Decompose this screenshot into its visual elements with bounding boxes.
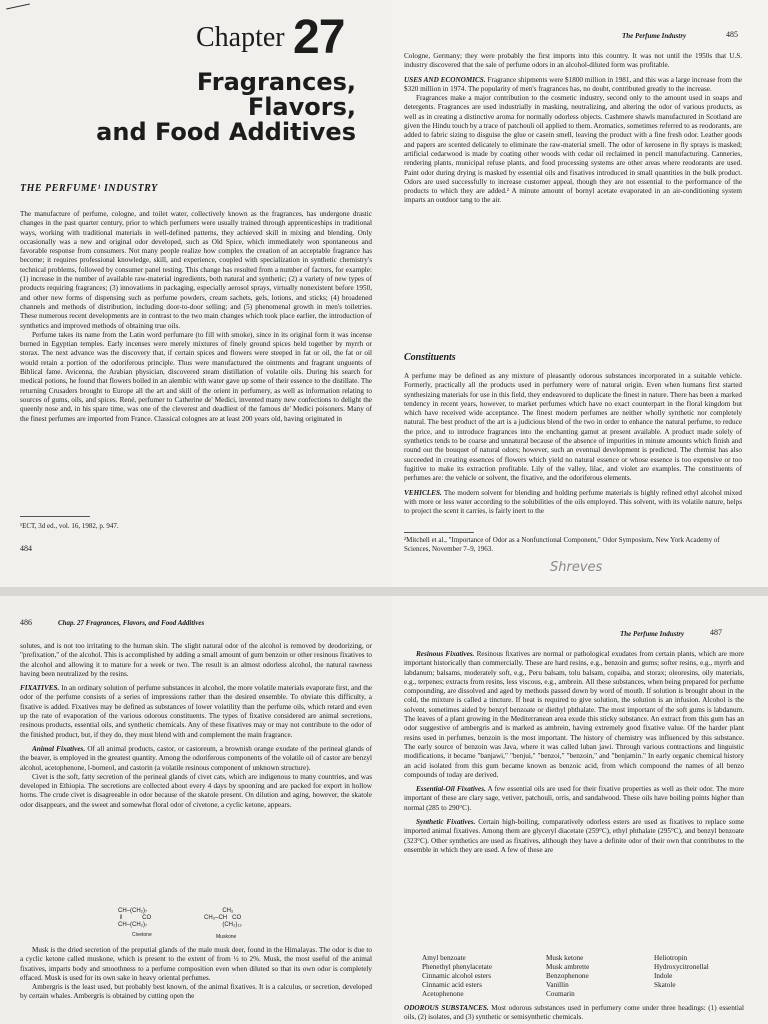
paragraph-text: Certain high-boiling, comparatively odorless esters are used as fixatives to replace some imported animal fixatives. Among them are glyceryl diacetate (259°C), ethyl phthalate (295°C), and benzyl benzoate (323°C). Other synthetics are used as fixatives, although they have a definite odor of their own that contributes to the ensemble in which they are used. A few of these are (404, 818, 744, 854)
paragraph-text: A few essential oils are used for their fixative properties as well as their odor. The more important of these are clary sage, vetiver, patchouli, orris, and sandalwood. These oils have boiling points higher than normal (285 to 290°C). (404, 785, 744, 812)
body-text (404, 1004, 744, 1023)
page-number: 484 (20, 544, 32, 553)
page-number: 485 (726, 30, 738, 39)
fixative-list-column (654, 954, 709, 990)
civetone-structure: CH–(CH₂)₇ ‖ CO CH–(CH₂)₇ (118, 908, 152, 928)
paragraph-text: Of all animal products, castor, or castoreum, a brownish orange exudate of the perineal glands of the beaver, is employed in the greatest quantity. Among the odoriferous components of the volatile oil of castor are benzyl alcohol, acetophenone, l-borneol, and castorin (a volatile resinous component of unknown structure). (20, 744, 372, 772)
run-in-heading: Synthetic Fixatives. (416, 818, 476, 827)
chapter-title-line: Flavors, (247, 93, 356, 121)
chapter-title-line: Fragrances, (196, 68, 356, 96)
pen-mark (6, 4, 30, 10)
paragraph-text: In an ordinary solution of perfume substances in alcohol, the more volatile materials evaporate first, and the odor of the perfume consists of a series of impressions rather than the desired ensemble. To obviate this difficulty, a fixative is added. Fixatives may be defined as substances of lower volatility than the perfume oils, which retard and even up the rate of evaporation of the various odorous constituents. The types of fixative considered are animal secretions, resinous products, essential oils, and synthetic chemicals. Any of these fixatives may or may not contribute to the odor of the finished product, but, if they do, they must blend with and complement the main fragrance. (20, 684, 372, 739)
fixative-list-column (422, 954, 492, 999)
paragraph: Perfume takes its name from the Latin word perfumare (to fill with smoke), since in its original form it was incense burned in Egyptian temples. Early incenses were merely mixtures of finely ground spices held together by myrrh or storax. The next advance was the discovery that, if certain spices and flowers were steeped in fat or oil, the fat or oil would retain a portion of the odoriferous principle. Thus were manufactured the ointments and fragrant unguents of Biblical fame. Avicenna, the Arabian physician, discovered steam distillation of volatile oils. During his search for medical potions, he found that flowers boiled in an alembic with water gave up some of their essence to the distillate. The returning Crusaders brought to Europe all the art and skill of the orient in perfumery, as well as information relating to sources of gums, oils, and spices. René, perfumer to Catherine de' Medici, invented many new confections to delight the queenly nose and, in his spare time, was one of the cleverest and deadliest of the famous de' Medici poisoners. Many of the finest perfumes are imported from France. Classical colognes are at least 200 years old, having originated in (20, 330, 372, 423)
paragraph: solutes, and is not too irritating to the human skin. The slight natural odor of the alcohol is removed by deodorizing, or "prefixation," of the alcohol. This is accomplished by adding a small amount of gum benzoin or other resinous fixatives to the alcohol and allowing it to mature for a week or two. The result is an almost odorless alcohol, the natural rawness having been neutralized by the resins. (20, 642, 372, 678)
chapter-number: 27 (293, 11, 345, 64)
body-text (20, 946, 372, 1002)
running-head: The Perfume Industry (620, 630, 685, 638)
paragraph: Ambergris is the least used, but probably best known, of the animal fixatives. It is a calculus, or secretion, developed by certain whales. Ambergris is obtained by cutting open the (20, 983, 372, 1001)
paragraph (404, 1004, 744, 1023)
paragraph (404, 650, 744, 780)
list-item: Skatole (654, 981, 676, 989)
list-item: Cinnamic alcohol esters (422, 972, 492, 980)
paragraph (20, 745, 372, 773)
paragraph: Cologne, Germany; they were probably the first imports into this country. It was not until the 1950s that U.S. industry discovered that the sale of perfume odors in an alcohol-diluted form was profitable. (404, 52, 742, 70)
body-text (404, 52, 742, 206)
section-heading: THE PERFUME¹ INDUSTRY (20, 183, 158, 194)
paragraph: A perfume may be defined as any mixture of pleasantly odorous substances incorporated in a suitable vehicle. Formerly, practically all the products used in perfumery were of natural origin. Even when humans first started synthesizing materials for use in this field, they endeavored to duplicate the finest in nature. There has been a marked tendency in recent years, however, to market perfumes which have no exact counterpart in the floral kingdom but which have received wide acceptance. The finest modern perfumes are neither wholly synthetic nor completely natural. The best product of the art is a judicious blend of the two in order to enhance the natural perfume, to reduce the price, and to introduce fragrances into the enchanting gamut at present available. A product made solely of synthetics tends to be coarse and unnatural because of the absence of impurities in minute amounts which finish and round out the bouquet of natural odors; however, such an eventual development is predicted. The chemist has also succeeded in creating essences of flowers which yield no natural essence or whose essence is too expensive or too fugitive to make its extraction profitable. Lily of the valley, lilac, and violet are examples. The constituents of perfumes are: the vehicle or solvent, the fixative, and the odoriferous elements. (404, 372, 742, 483)
paragraph (404, 489, 742, 517)
paragraph (404, 76, 742, 95)
list-item: Amyl benzoate (422, 954, 466, 962)
footnote-rule (20, 516, 90, 517)
chapter-title-line: and Food Additives (96, 118, 356, 146)
run-in-heading: Essential-Oil Fixatives. (416, 785, 486, 794)
run-in-heading: VEHICLES. (404, 488, 442, 497)
list-item: Indole (654, 972, 673, 980)
run-in-heading: Resinous Fixatives. (416, 650, 475, 658)
muskone-structure: CH₂ CH₃–CH CO (CH₂)₁₂ (204, 908, 242, 928)
paragraph: Fragrances make a major contribution to the cosmetic industry, second only to the amount used in soaps and detergents. Fragrances are used industrially in masking, neutralizing, and altering the odor of various products, as well as in creating a distinctive aroma for normally odorless objects. Cashmere shawls manufactured in Scotland are given the Hindu touch by a trace of patchouli oil applied to them. Aromatics, sometimes referred to as reodorants, are added to fabric sizing to disguise the glue or casein smell, leaving the product with a fine fresh odor. Leather goods and papers are scented delicately to eliminate the raw-material smell. The odor of kerosene in fly sprays is masked; artificial cedarwood is made by coating other woods with cedar oil reclaimed in pencil manufacturing. Canneries, rendering plants, municipal refuse plants, and food processing systems are other areas where reodorants are used. Paint odor during drying is masked by essential oils and fixatives introduced in small quantities in the bulk product. Odors are used successfully to increase customer appeal, though they are not essential to the performance of the products to which they are added.² A minute amount of bornyl acetate evaporated in an air-conditioning system imparts an outdoor tang to the air. (404, 94, 742, 205)
list-item: Vanillin (546, 981, 569, 989)
body-text (20, 642, 372, 810)
paragraph-text: Most odorous substances used in perfumery come under three headings: (1) essential oils, (2) isolates, and (3) synthetic or semisynthetic chemicals. (404, 1004, 744, 1022)
page-485 (392, 0, 768, 587)
list-item: Musk ketone (546, 954, 584, 962)
paragraph-text: The modern solvent for blending and holding perfume materials is highly refined ethyl alcohol mixed with more or less water according to the solubilities of the oils employed. This solvent, with its volatile nature, helps to project the scent it carries, is fairly inert to the (404, 488, 742, 516)
footnote: ²Mitchell et al., "Importance of Odor as a Nonfunctional Component," Odor Symposium, New York Academy of Sciences, November 7–9, 1963. (404, 536, 720, 553)
list-item: Heliotropin (654, 954, 688, 962)
list-item: Acetophenone (422, 990, 464, 998)
paragraph-text: Fragrance shipments were $1800 million in 1981, and this was a large increase from the $320 million in 1974. The popularity of men's fragrances has, no doubt, contributed greatly to the increase. (404, 75, 743, 93)
page-487 (392, 596, 768, 1024)
page-486 (0, 596, 392, 1024)
structure-label: Muskone (216, 934, 237, 940)
run-in-heading: FIXATIVES. (20, 684, 60, 693)
footnote-rule (404, 532, 474, 533)
paragraph (20, 684, 372, 740)
chapter-title (26, 70, 356, 145)
running-head: Chap. 27 Fragrances, Flavors, and Food Additives (58, 619, 205, 627)
page-484 (0, 0, 392, 587)
paragraph: Musk is the dried secretion of the preputial glands of the male musk deer, found in the Himalayas. The odor is due to a cyclic ketone called muskone, which is present to the extent of from ½ to 2%. Musk, the most useful of the animal fixatives, imparts body and smoothness to a perfume composition even when diluted so that its own odor is completely effaced. Musk is used for its own sake in heavy oriental perfumes. (20, 946, 372, 982)
page-number: 486 (20, 618, 32, 627)
subsection-heading: Constituents (404, 352, 456, 363)
paragraph-text: Resinous fixatives are normal or pathological exudates from certain plants, which are more important historically than commercially. These are hard resins, e.g., benzoin and gums; softer resins, e.g., myrrh and labdanum; balsams, moderately soft, e.g., Peru balsam, tolu balsam, copaiba, and storax; oleoresins, oily materials, e.g., terpenes; extracts from resins, less viscous, e.g., ambrein. All these substances, when being prepared for perfume compounding, are dissolved and aged by methods passed down by word of mouth. If solution is brought about in the cold, the mixture is called a tincture. If heat is required to give solution, the solution is an infusion. Alcohol is the solvent, sometimes aided by benzyl benzoate or diethyl phthalate. The most important of the soft gums is labdanum. The leaves of a plant growing in the Mediterranean area exude this sticky substance. An extract from this gum has an odor suggestive of ambergris and is marked as ambrein, having extremely good fixative value. Of the harder plant resins used in perfumes, benzoin is the most important. The history of chemistry was influenced by this substance. The early source of benzoin was Java, where it was called luban jawi. Through various contractions and linguistic modifications, it became "banjawi," "benjui," "benzoi," "benzoin," and "benjamin." In early organic chemical history an acid isolated from this gum became known as benzoic acid, from which compound the names of all benzo compounds of today are derived. (404, 650, 744, 779)
list-item: Coumarin (546, 990, 575, 998)
running-head: The Perfume Industry (622, 32, 687, 40)
list-item: Phenethyl phenylacetate (422, 963, 493, 971)
chapter-label: Chapter (196, 22, 285, 53)
list-item: Cinnamic acid esters (422, 981, 482, 989)
list-item: Hydroxycitronellal (654, 963, 709, 971)
list-item: Musk ambrette (546, 963, 590, 971)
body-text (20, 210, 372, 424)
page-seam (0, 587, 768, 596)
page-number: 487 (710, 628, 722, 637)
paragraph (404, 785, 744, 813)
run-in-heading: USES AND ECONOMICS. (404, 75, 486, 84)
paragraph: The manufacture of perfume, cologne, and toilet water, collectively known as the fragrances, has undergone drastic changes in the past quarter century, prior to which perfumers were usually trained through apprenticeships in traditional ways, working with traditional materials in well-defined patterns, they achieved skill in mixing and blending. Only occasionally was a new and original odor developed, such as Old Spice, which immediately won spontaneous and favorable response from consumers. Not many people realize how complex the creation of an acceptable fragrance has become; it requires professional knowledge, skill, and experience, coupled with specialization in synthetic chemistry's technical problems, followed by consumer panel testing. This change has resulted from a number of factors, for example: (1) increase in the number of available raw-material ingredients, both natural and synthetic; (2) a variety of new types of products requiring fragrances; (3) innovations in packaging, especially aerosol sprays, virtually nonexistent before 1950, and other new forms of dispensing such as perfume powders, cream sachets, gels, lotions, and sticks; (4) broadened channels and methods of distribution, including door-to-door selling; and (5) phenomenal growth in men's toiletries. These numerous recent developments are in contrast to the two main changes which took place earlier, the introduction of synthetics and improved methods of obtaining true oils. (20, 210, 372, 330)
body-text (404, 650, 744, 855)
footnote: ¹ECT, 3d ed., vol. 16, 1982, p. 947. (20, 522, 119, 530)
paragraph (404, 818, 744, 855)
run-in-heading: ODOROUS SUBSTANCES. (404, 1004, 489, 1012)
fixative-list-column (546, 954, 589, 999)
body-text (404, 372, 742, 516)
structure-label: Civetone (132, 932, 152, 938)
run-in-heading: Animal Fixatives. (32, 744, 86, 753)
list-item: Benzophenone (546, 972, 589, 980)
handwritten-signature: Shreves (550, 560, 603, 575)
paragraph: Civet is the soft, fatty secretion of the perineal glands of civet cats, which are indigenous to many countries, and was developed in Ethiopia. The secretions are collected about every 4 days by spooning and are packed for export in hollow horns. The crude civet is disagreeable in odor because of the skatole present. On dilution and aging, however, the skatole odor disappears, and the sweet and somewhat floral odor of civetone, a cyclic ketone, appears. (20, 772, 372, 809)
